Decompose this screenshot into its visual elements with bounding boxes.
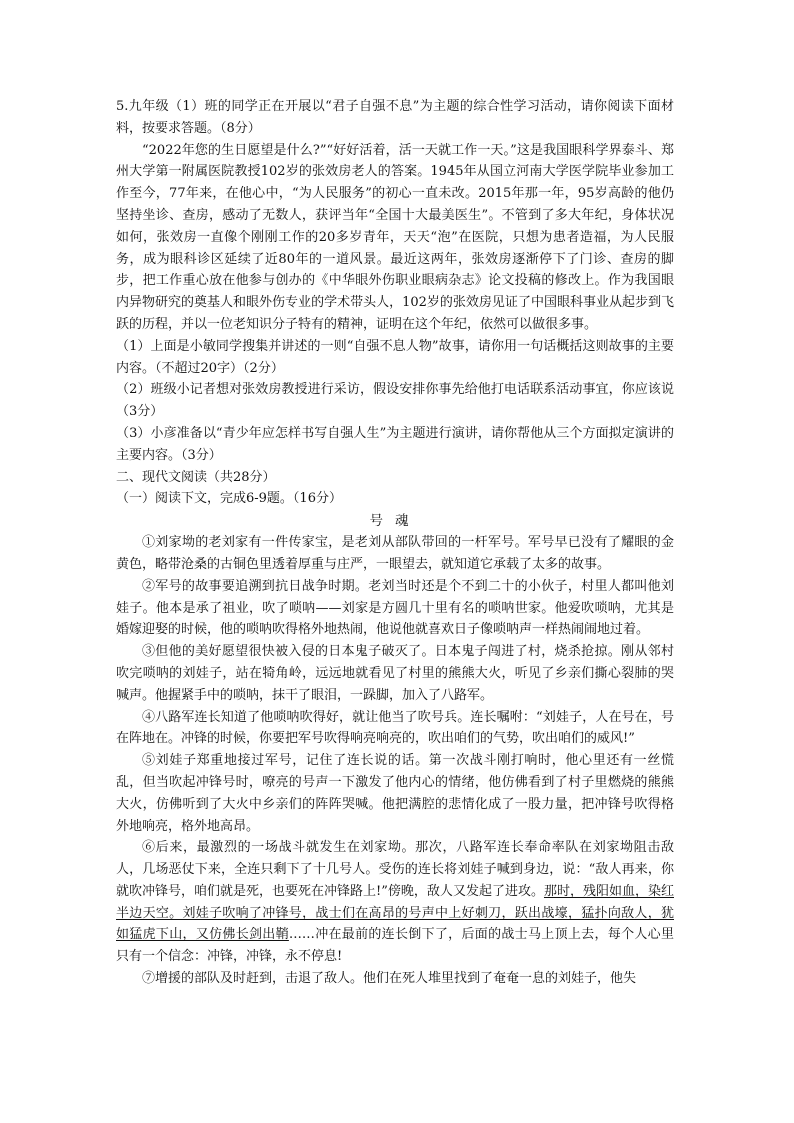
article-paragraph-7: ⑦增援的部队及时赶到，击退了敌人。他们在死人堆里找到了奄奄一息的刘娃子，他失 <box>142 971 637 987</box>
article-paragraph-3: ③但他的美好愿望很快被入侵的日本鬼子破灭了。日本鬼子闯进了村，烧杀抢掠。刚从邻村吹完唢呐的刘娃子，站在犄角岭，远远地就看见了村里的熊熊大火，听见了乡亲们撕心裂肺的哭喊声。他握紧手中的唢呐，抹干了眼泪，一跺脚，加入了八路军。 <box>116 644 674 703</box>
article-paragraph-1: ①刘家坳的老刘家有一件传家宝，是老刘从部队带回的一杆军号。军号早已没有了耀眼的金黄色，略带沧桑的古铜色里透着厚重与庄严，一眼望去，就知道它承载了太多的故事。 <box>116 535 674 572</box>
article-paragraph-6-part-b: ……冲在最前的连长倒下了，后面的战士马上顶上去，每个人心里只有一个信念：冲锋，冲锋，永不停息! <box>116 927 674 965</box>
question-5-sub-1: （1）上面是小敏同学搜集并讲述的一则“自强不息人物”故事，请你用一句话概括这则故事的主要内容。（不超过20字）（2分） <box>116 338 674 376</box>
article-paragraph-6 <box>116 837 674 968</box>
article-paragraph-6-part-a: ⑥后来，最激烈的一场战斗就发生在刘家坳。那次，八路军连长奉命率队在刘家坳阻击敌人，几场恶仗下来，全连只剩下了十几号人。受伤的连长将刘娃子喊到身边，说：“敌人再来，你就吹冲锋号，咱们就是死，也要死在冲锋路上!”傍晚，敌人又发起了进攻。 <box>116 840 674 899</box>
question-5-sub-3: （3）小彦准备以“青少年应怎样书写自强人生”为主题进行演讲，请你帮他从三个方面拟定演讲的主要内容。（3分） <box>116 425 674 463</box>
article-paragraph-2: ②军号的故事要追溯到抗日战争时期。老刘当时还是个不到二十的小伙子，村里人都叫他刘娃子。他本是承了祖业，吹了唢呐——刘家是方圆几十里有名的唢呐世家。他爱吹唢呐，尤其是婚嫁迎娶的时候，他的唢呐吹得格外地热闹，他说他就喜欢日子像唢呐声一样热闹闹地过着。 <box>116 578 674 638</box>
article-paragraph-6-underlined: 那时，残阳如血，染红半边天空。刘娃子吹响了冲锋号，战士们在高昂的号声中上好刺刀，跃出战壕，猛扑向敌人，犹如猛虎下山，又仿佛长剑出鞘 <box>116 883 674 943</box>
article-paragraph-5: ⑤刘娃子郑重地接过军号，记住了连长说的话。第一次战斗刚打响时，他心里还有一丝慌乱，但当吹起冲锋号时，嘹亮的号声一下激发了他内心的情绪，他仿佛看到了村子里燃烧的熊熊大火，仿佛听到了大火中乡亲们的阵阵哭喊。他把满腔的悲情化成了一股力量，把冲锋号吹得格外地响亮，格外地高昂。 <box>116 753 674 834</box>
question-5-prompt: 5.九年级（1）班的同学正在开展以“君子自强不息”为主题的综合性学习活动，请你阅读下面材料，按要求答题。（8分） <box>116 99 674 136</box>
section-2-part-1-instruction: （一）阅读下文，完成6-9题。（16分） <box>116 491 342 507</box>
article-title: 号魂 <box>369 513 421 530</box>
question-5-material: “2022年您的生日愿望是什么?”“好好活着，活一天就工作一天。”这是我国眼科学界泰斗、郑州大学第一附属医院教授102岁的张效房老人的答案。1945年从国立河南大学医学院毕业参加工作至今，77年来，在他心中，“为人民服务”的初心一直未改。2015年那一年，95岁高龄的他仍坚持坐诊、查房，感动了无数人，获评当年“全国十大最美医生”。不管到了多大年纪，身体状况如何，张效房一直像个刚刚工作的20多岁青年，天天“泡”在医院，只想为患者造福，为人民服务，成为眼科诊区延续了近80年的一道风景。最近这两年，张效房逐渐停下了门诊、查房的脚步，把工作重心放在他参与创办的《中华眼外伤职业眼病杂志》论文投稿的修改上。作为我国眼内异物研究的奠基人和眼外伤专业的学术带头人，102岁的张效房见证了中国眼科事业从起步到飞跃的历程，并以一位老知识分子特有的精神，证明在这个年纪，依然可以做很多事。 <box>116 142 674 332</box>
article-paragraph-4: ④八路军连长知道了他唢呐吹得好，就让他当了吹号兵。连长嘱咐：“刘娃子，人在号在，号在阵地在。冲锋的时候，你要把军号吹得响亮响亮的，吹出咱们的气势，吹出咱们的威风!” <box>116 709 674 747</box>
section-2-heading: 二、现代文阅读（共28分） <box>116 469 276 485</box>
question-5-sub-2: （2）班级小记者想对张效房教授进行采访，假设安排你事先给他打电话联系活动事宜，你应该说（3分） <box>116 382 674 420</box>
